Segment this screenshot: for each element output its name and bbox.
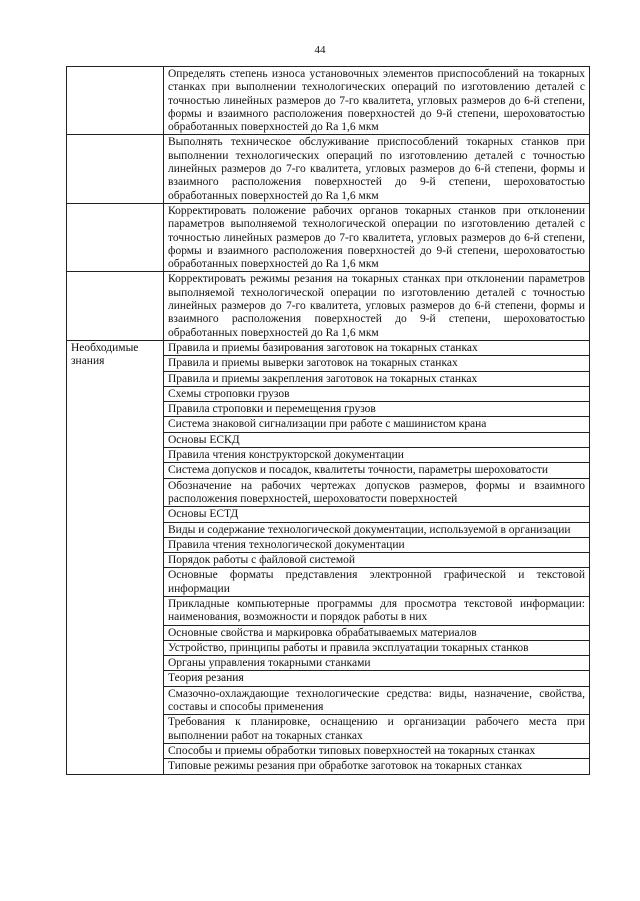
- label-cell-empty: [67, 272, 164, 340]
- knowledge-item: Прикладные компьютерные программы для просмотра текстовой информации: наименования, возможности и порядок работы в них: [164, 596, 590, 625]
- skill-item: Определять степень износа установочных элементов приспособлений на токарных станках при выполнении технологических операций по изготовлению деталей с точностью линейных размеров до 7-го квалитета, угловых размеров до 6-й степени, формы и взаимного расположения поверхностей до 9-й степени, шероховатостью обработанных поверхностей до Ra 1,6 мкм: [164, 67, 590, 135]
- label-cell-empty: [67, 203, 164, 271]
- knowledge-item: Правила чтения технологической документации: [164, 537, 590, 552]
- knowledge-item: Основы ЕСКД: [164, 432, 590, 447]
- knowledge-item: Правила чтения конструкторской документации: [164, 448, 590, 463]
- knowledge-item: Устройство, принципы работы и правила эксплуатации токарных станков: [164, 640, 590, 655]
- knowledge-item: Основные свойства и маркировка обрабатываемых материалов: [164, 625, 590, 640]
- skill-item: Корректировать режимы резания на токарных станках при отклонении параметров выполняемой технологической операции по изготовлению деталей с точностью линейных размеров до 7-го квалитета, угловых размеров до 6-й степени, формы и взаимного расположения поверхностей до 9-й степени, шероховатостью обработанных поверхностей до Ra 1,6 мкм: [164, 272, 590, 340]
- skill-item: Выполнять техническое обслуживание приспособлений токарных станков при выполнении технологических операций по изготовлению деталей с точностью линейных размеров до 7-го квалитета, угловых размеров до 6-й степени, формы и взаимного расположения поверхностей до 9-й степени, шероховатостью обработанных поверхностей до Ra 1,6 мкм: [164, 135, 590, 203]
- knowledge-item: Теория резания: [164, 671, 590, 686]
- knowledge-item: Правила и приемы закрепления заготовок на токарных станках: [164, 371, 590, 386]
- knowledge-item: Правила строповки и перемещения грузов: [164, 402, 590, 417]
- table-row: [67, 272, 590, 340]
- skill-item: Корректировать положение рабочих органов токарных станков при отклонении параметров выполняемой технологической операции по изготовлению деталей с точностью линейных размеров до 7-го квалитета, угловых размеров до 6-й степени, формы и взаимного расположения поверхностей до 9-й степени, шероховатостью обработанных поверхностей до Ra 1,6 мкм: [164, 203, 590, 271]
- knowledge-item: Схемы строповки грузов: [164, 386, 590, 401]
- knowledge-item: Система знаковой сигнализации при работе с машинистом крана: [164, 417, 590, 432]
- table-row: [67, 340, 590, 355]
- knowledge-item: Система допусков и посадок, квалитеты точности, параметры шероховатости: [164, 463, 590, 478]
- knowledge-item: Органы управления токарными станками: [164, 656, 590, 671]
- knowledge-item: Основные форматы представления электронной графической и текстовой информации: [164, 568, 590, 597]
- knowledge-item: Правила и приемы базирования заготовок на токарных станках: [164, 340, 590, 355]
- label-cell-empty: [67, 135, 164, 203]
- requirements-table: [66, 66, 590, 775]
- page-number: 44: [314, 44, 326, 56]
- label-cell-empty: [67, 67, 164, 135]
- knowledge-label: Необходимые знания: [67, 340, 164, 774]
- knowledge-item: Смазочно-охлаждающие технологические средства: виды, назначение, свойства, составы и способы применения: [164, 686, 590, 715]
- table-row: [67, 135, 590, 203]
- knowledge-item: Правила и приемы выверки заготовок на токарных станках: [164, 356, 590, 371]
- knowledge-item: Виды и содержание технологической документации, используемой в организации: [164, 522, 590, 537]
- knowledge-item: Обозначение на рабочих чертежах допусков размеров, формы и взаимного расположения поверхностей, шероховатости поверхностей: [164, 478, 590, 507]
- table-row: [67, 203, 590, 271]
- knowledge-item: Порядок работы с файловой системой: [164, 553, 590, 568]
- knowledge-item: Типовые режимы резания при обработке заготовок на токарных станках: [164, 759, 590, 774]
- knowledge-item: Основы ЕСТД: [164, 507, 590, 522]
- knowledge-item: Требования к планировке, оснащению и организации рабочего места при выполнении работ на токарных станках: [164, 715, 590, 744]
- knowledge-item: Способы и приемы обработки типовых поверхностей на токарных станках: [164, 743, 590, 758]
- table-row: [67, 67, 590, 135]
